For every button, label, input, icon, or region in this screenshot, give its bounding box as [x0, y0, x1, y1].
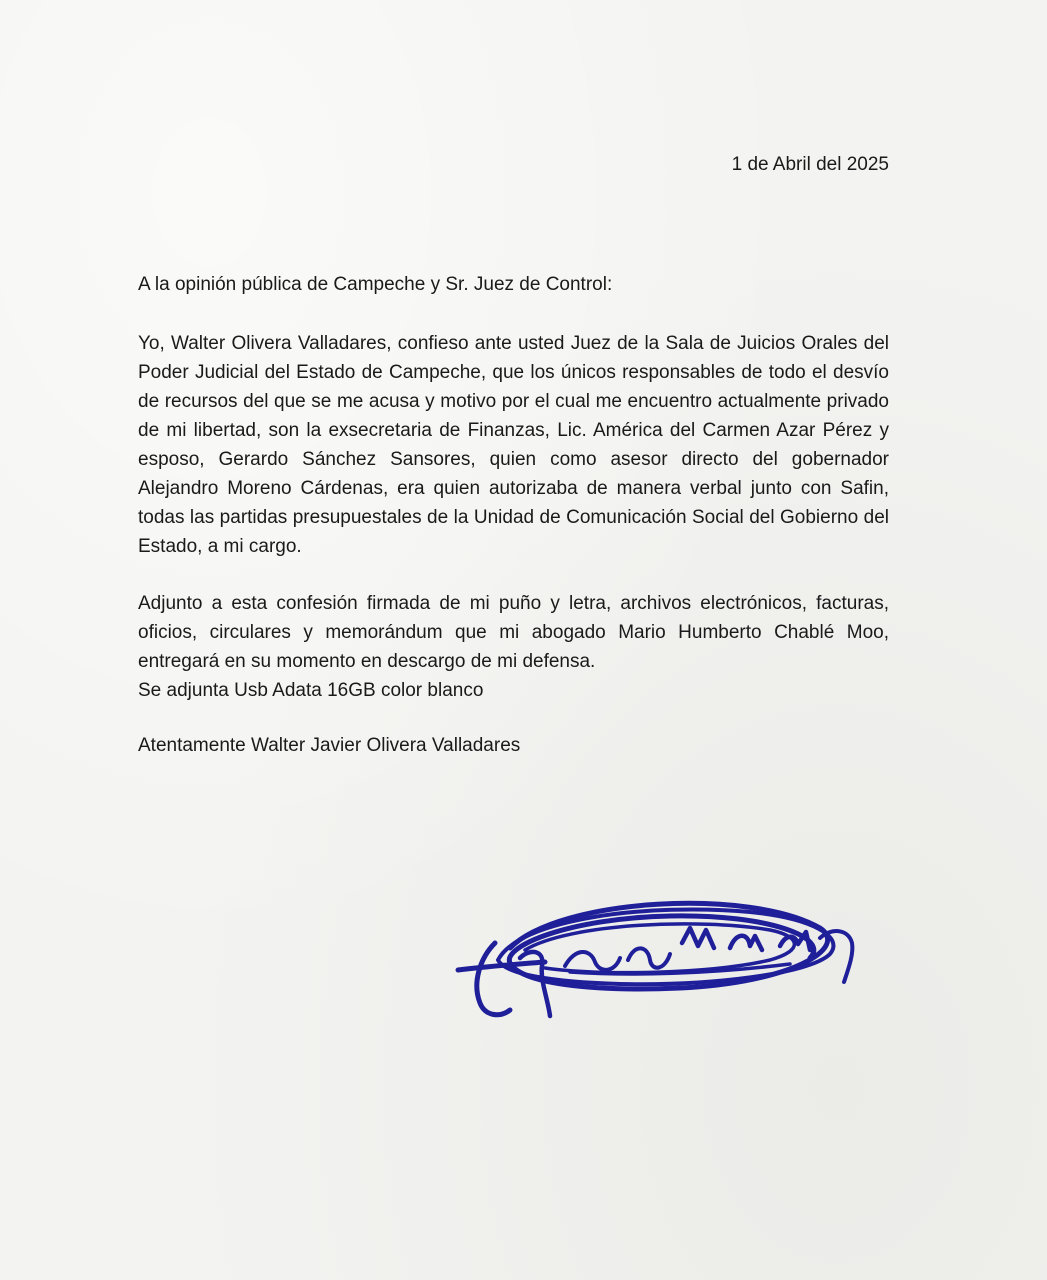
- handwritten-signature: [450, 888, 860, 1028]
- letter-body: [138, 270, 889, 760]
- attachment-line: Se adjunta Usb Adata 16GB color blanco: [138, 680, 484, 701]
- paragraph-attachments: Adjunto a esta confesión firmada de mi puño y letra, archivos electrónicos, facturas, oficios, circulares y memorándum que mi abogado Mario Humberto Chablé Moo, entregará en su momento en descargo de mi defensa.: [138, 593, 889, 672]
- letter-date: 1 de Abril del 2025: [731, 154, 889, 175]
- paragraph-confession: Yo, Walter Olivera Valladares, confieso ante usted Juez de la Sala de Juicios Orales del Poder Judicial del Estado de Campeche, que los únicos responsables de todo el desvío de recursos del que se me acusa y motivo por el cual me encuentro actualmente privado de mi libertad, son la exsecretaria de Finanzas, Lic. América del Carmen Azar Pérez y esposo, Gerardo Sánchez Sansores, quien como asesor directo del gobernador Alejandro Moreno Cárdenas, era quien autorizaba de manera verbal junto con Safin, todas las partidas presupuestales de la Unidad de Comunicación Social del Gobierno del Estado, a mi cargo.: [138, 333, 889, 557]
- salutation: A la opinión pública de Campeche y Sr. Juez de Control:: [138, 274, 613, 295]
- closing-line: Atentamente Walter Javier Olivera Valladares: [138, 735, 521, 756]
